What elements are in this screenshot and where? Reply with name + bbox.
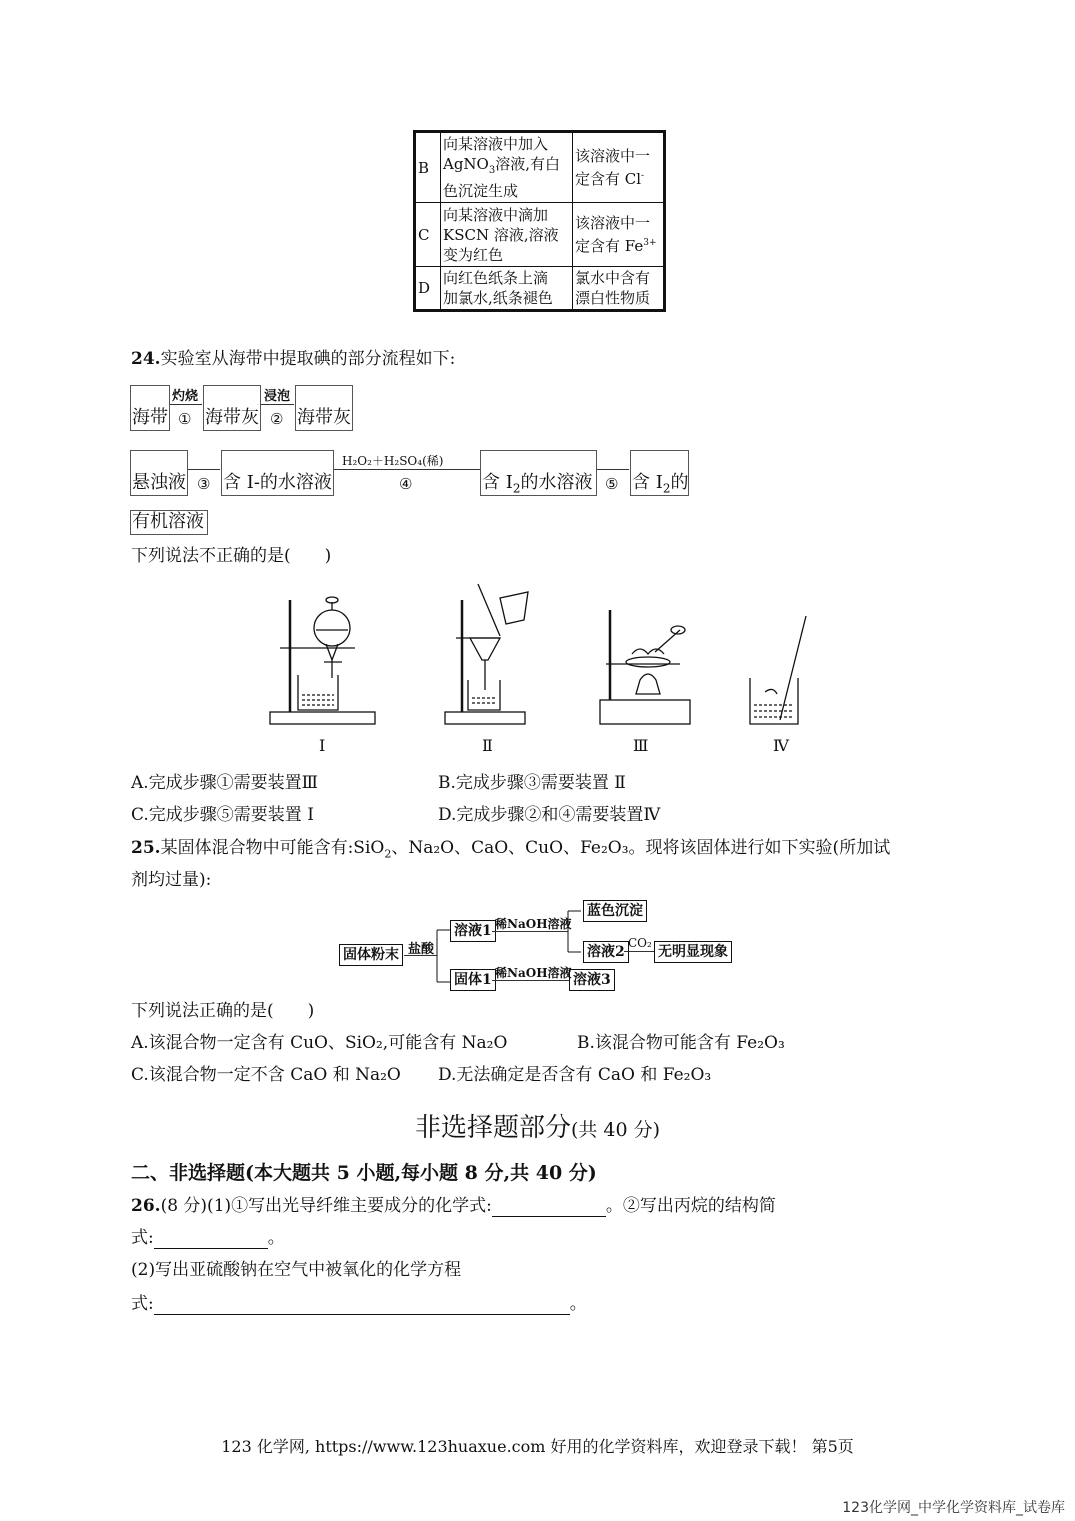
section-title: 非选择题部分(共 40 分) bbox=[414, 1113, 661, 1143]
option-b: B.该混合物可能含有 Fe₂O₃ bbox=[577, 1033, 785, 1053]
table-letter: C bbox=[415, 203, 441, 267]
branch-connector bbox=[567, 910, 583, 954]
question-text: 实验室从海带中提取碘的部分流程如下: bbox=[160, 349, 456, 369]
question-number: 24. bbox=[131, 349, 161, 369]
q26-line1: 26.(8 分)(1)①写出光导纤维主要成分的化学式: 。②写出丙烷的结构简 bbox=[131, 1196, 776, 1216]
flow-box-iodine-solution: 含 $I_2$的水溶液 bbox=[480, 450, 597, 496]
question-number: 25. bbox=[131, 838, 161, 858]
apparatus-label: Ⅳ bbox=[773, 736, 789, 755]
cell-line: 加氯水,纸条褪色 bbox=[443, 289, 553, 307]
flow-box-solution3: 溶液3 bbox=[569, 969, 615, 991]
arrow-line bbox=[597, 469, 629, 470]
heating-apparatus bbox=[600, 610, 690, 724]
arrow-line bbox=[492, 931, 568, 932]
reagent-label: CO₂ bbox=[628, 936, 652, 950]
arrow-label-bottom: ⑤ bbox=[605, 475, 619, 493]
beaker-with-stirring-rod bbox=[750, 616, 806, 724]
cell-line: 漂白性物质 bbox=[575, 289, 651, 307]
flow-box-iodine-organic: 含 $I_2$的 bbox=[630, 450, 689, 496]
question-number: 26. bbox=[131, 1196, 161, 1216]
arrow-label-bottom: ① bbox=[178, 410, 192, 428]
arrow-label-bottom: ④ bbox=[399, 475, 413, 493]
cell-line: AgNO$_3$溶液,有白 bbox=[443, 155, 561, 176]
flow-box-iodide-solution: 含 I-的水溶液 bbox=[221, 450, 334, 496]
arrow-label-top: 灼烧 bbox=[172, 389, 199, 404]
flow-box-organic: 有机溶液 bbox=[130, 510, 208, 535]
table-letter: D bbox=[415, 267, 441, 311]
table-cell-result bbox=[573, 267, 665, 311]
apparatus-label: Ⅰ bbox=[319, 736, 326, 755]
q24-question: 下列说法不正确的是( ) bbox=[131, 546, 332, 566]
options-table bbox=[413, 130, 666, 312]
q25-question: 下列说法正确的是( ) bbox=[131, 1001, 315, 1021]
reagent-label: 盐酸 bbox=[408, 942, 435, 957]
table-letter: B bbox=[415, 132, 441, 203]
flow-box-ash: 海带灰 bbox=[203, 385, 261, 431]
option-a: A.完成步骤①需要装置Ⅲ bbox=[131, 773, 319, 793]
cell-line: 变为红色 bbox=[443, 245, 504, 264]
arrow-label-bottom: ③ bbox=[197, 475, 211, 493]
arrow-line bbox=[261, 404, 294, 405]
arrow-line bbox=[188, 469, 220, 470]
flow-box-solid-powder: 固体粉末 bbox=[339, 944, 403, 966]
flow-box-solution2: 溶液2 bbox=[583, 941, 629, 963]
q25-stem: 25.某固体混合物中可能含有:SiO$_2$、Na₂O、CaO、CuO、Fe₂O₃。现将该固体进行如下实验(所加试 bbox=[131, 838, 891, 861]
arrow-line bbox=[492, 980, 569, 981]
option-d: D.完成步骤②和④需要装置Ⅳ bbox=[438, 805, 661, 825]
option-d: D.无法确定是否含有 CaO 和 Fe₂O₃ bbox=[438, 1065, 712, 1085]
cell-line: 向某溶液中加入 bbox=[443, 135, 549, 153]
option-a: A.该混合物一定含有 CuO、SiO₂,可能含有 Na₂O bbox=[131, 1033, 508, 1053]
q26-line2: 式: 。 bbox=[131, 1228, 285, 1248]
arrow-line bbox=[624, 951, 654, 952]
flow-box-ash-2: 海带灰 bbox=[295, 385, 353, 431]
flow-box-solution1: 溶液1 bbox=[450, 920, 496, 942]
option-c: C.完成步骤⑤需要装置 Ⅰ bbox=[131, 805, 314, 825]
cell-line: 向红色纸条上滴 bbox=[443, 269, 549, 287]
watermark-text: 123化学网_中学化学资料库_试卷库 bbox=[842, 1500, 1065, 1516]
table-cell-operation bbox=[441, 132, 573, 203]
answer-blank[interactable] bbox=[492, 1198, 606, 1217]
option-c: C.该混合物一定不含 CaO 和 Na₂O bbox=[131, 1065, 401, 1085]
cell-line: KSCN 溶液,溶液 bbox=[443, 225, 559, 244]
cell-line: 定含有 Cl- bbox=[575, 170, 645, 188]
flow-box-blue-precipitate: 蓝色沉淀 bbox=[583, 900, 647, 922]
arrow-line bbox=[170, 404, 202, 405]
cell-line: 向某溶液中滴加 bbox=[443, 205, 549, 224]
apparatus-label: Ⅱ bbox=[482, 736, 493, 755]
cell-line: 色沉淀生成 bbox=[443, 182, 519, 200]
flow-box-haidai: 海带 bbox=[130, 385, 170, 431]
arrow-label-top: 浸泡 bbox=[264, 389, 291, 404]
filtration-apparatus bbox=[445, 584, 528, 724]
cell-line: 该溶液中一 bbox=[575, 147, 651, 165]
cell-line: 定含有 $Fe^{3+}$ bbox=[575, 237, 657, 255]
flow-box-no-phenomenon: 无明显现象 bbox=[654, 941, 732, 963]
apparatus-label: Ⅲ bbox=[633, 736, 649, 755]
table-cell-result bbox=[573, 203, 665, 267]
arrow-line bbox=[404, 955, 437, 956]
separatory-funnel-apparatus bbox=[270, 597, 375, 724]
flow-box-suspension: 悬浊液 bbox=[130, 450, 188, 496]
flow-box-solid1: 固体1 bbox=[450, 969, 496, 991]
option-b: B.完成步骤③需要装置 Ⅱ bbox=[438, 773, 626, 793]
page-footer: 123 化学网, https://www.123huaxue.com 好用的化学资料库，欢迎登录下载！ 第5页 bbox=[221, 1437, 854, 1456]
arrow-label-bottom: ② bbox=[270, 410, 284, 428]
part-heading: 二、非选择题(本大题共 5 小题,每小题 8 分,共 40 分) bbox=[131, 1162, 597, 1184]
q25-stem-line2: 剂均过量): bbox=[131, 870, 212, 890]
cell-line: 氯水中含有 bbox=[575, 269, 651, 287]
cell-line: 该溶液中一 bbox=[575, 214, 651, 232]
reagent-label: 稀NaOH溶液 bbox=[495, 917, 572, 931]
reagent-label: 稀NaOH溶液 bbox=[495, 966, 572, 980]
answer-blank[interactable] bbox=[154, 1230, 268, 1249]
table-cell-result bbox=[573, 132, 665, 203]
arrow-label-top: H₂O₂＋H₂SO₄(稀) bbox=[342, 454, 444, 468]
q26-line4: 式: 。 bbox=[131, 1294, 587, 1314]
arrow-line bbox=[334, 469, 480, 470]
apparatus-illustration bbox=[260, 580, 820, 730]
table-cell-operation bbox=[441, 203, 573, 267]
q24-stem bbox=[131, 348, 455, 370]
table-cell-operation bbox=[441, 267, 573, 311]
answer-blank[interactable] bbox=[154, 1296, 570, 1315]
q26-line3: (2)写出亚硫酸钠在空气中被氧化的化学方程 bbox=[131, 1260, 462, 1280]
